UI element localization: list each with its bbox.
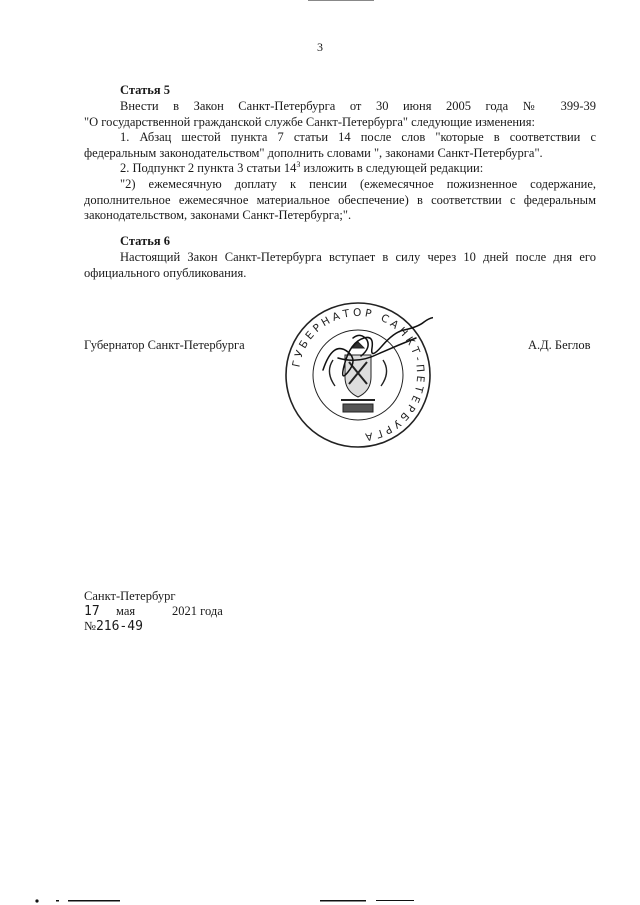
date-day: 17 xyxy=(84,604,100,619)
signing-place: Санкт-Петербург xyxy=(84,589,176,603)
article-5-intro-line-1: Внести в Закон Санкт-Петербурга от 30 июня 2005 года № 399-39 xyxy=(120,99,596,113)
signatory-position: Губернатор Санкт-Петербурга xyxy=(84,338,245,352)
article-5-quote-line-1: "2) ежемесячную доплату к пенсии (ежемесячное пожизненное содержание, xyxy=(120,176,596,191)
item-2-prefix: 2. Подпункт 2 пункта 3 статьи 14 xyxy=(120,161,297,176)
page-number: 3 xyxy=(317,40,323,54)
article-5-intro-line-2: "О государственной гражданской службе Санкт-Петербурга" следующие изменения: xyxy=(84,114,535,129)
coat-of-arms-icon xyxy=(329,342,386,412)
scan-edge-marks xyxy=(0,895,640,905)
date-month: мая xyxy=(116,604,136,618)
article-5-body xyxy=(84,99,596,224)
signatory-name: А.Д. Беглов xyxy=(528,338,591,352)
article-6-body xyxy=(84,250,596,281)
governor-seal xyxy=(283,300,433,450)
article-5-quote-line-3: законодательством, законами Санкт-Петербурга;". xyxy=(84,208,352,223)
item-2-superscript: 3 xyxy=(296,160,301,170)
number-sign: № xyxy=(84,619,96,633)
article-6-line-1: Настоящий Закон Санкт-Петербурга вступает в силу через 10 дней после дня его xyxy=(120,250,596,264)
article-5-item-2 xyxy=(84,161,596,177)
number-value: 216-49 xyxy=(95,619,143,634)
article-6-line-2: официального опубликования. xyxy=(84,265,247,280)
top-edge-line xyxy=(308,0,374,1)
article-5-item-1-line-2: федеральным законодательством" дополнить словами ", законами Санкт-Петербурга". xyxy=(84,145,543,160)
article-5-quote-line-2: дополнительное ежемесячное материальное обеспечение) в соответствии с федеральным xyxy=(84,192,596,207)
article-6-heading: Статья 6 xyxy=(120,234,170,248)
seal-text: ГУБЕРНАТОР САНКТ-ПЕТЕРБУРГА xyxy=(290,306,427,444)
article-5-item-1-line-1: 1. Абзац шестой пункта 7 статьи 14 после слов "которые в соответствии с xyxy=(120,130,596,145)
law-number xyxy=(84,619,143,634)
date-year: 2021 года xyxy=(172,604,223,618)
article-5-heading: Статья 5 xyxy=(120,83,170,97)
signing-date xyxy=(84,604,284,620)
item-2-suffix: изложить в следующей редакции: xyxy=(300,161,484,176)
